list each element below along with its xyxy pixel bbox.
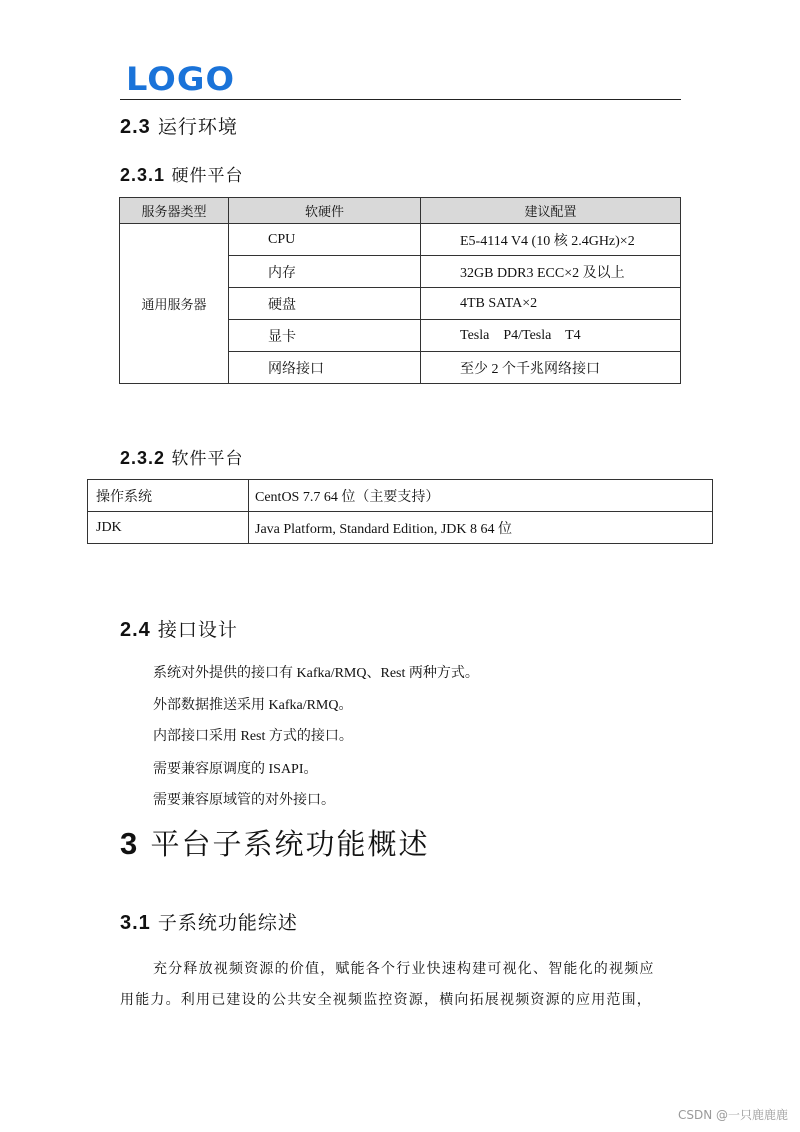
section-title: 硬件平台 (171, 166, 244, 186)
header-component: 软硬件 (229, 198, 421, 224)
table-row (88, 480, 713, 512)
hardware-table (119, 197, 681, 384)
logo: LOGO (126, 60, 236, 98)
section-number: 2.3 (120, 116, 151, 138)
watermark: CSDN @一只鹿鹿鹿 (677, 1108, 788, 1122)
component-cell: 硬盘 (229, 288, 421, 320)
header-recommended-config: 建议配置 (421, 198, 681, 224)
section-number: 2.4 (120, 619, 151, 641)
heading-2-3-1 (120, 161, 243, 186)
interface-line: 系统对外提供的接口有 Kafka/RMQ、Rest 两种方式。 (153, 666, 479, 681)
overview-paragraph-line: 用能力。利用已建设的公共安全视频监控资源，横向拓展视频资源的应用范围， (120, 993, 652, 1008)
spec-cell: Tesla P4/Tesla T4 (421, 320, 681, 352)
spec-cell: 32GB DDR3 ECC×2 及以上 (421, 256, 681, 288)
interface-line: 需要兼容原域管的对外接口。 (153, 793, 335, 808)
spec-cell: 4TB SATA×2 (421, 288, 681, 320)
heading-3 (120, 822, 429, 863)
component-cell: CPU (229, 224, 421, 256)
key-cell: 操作系统 (88, 480, 249, 512)
heading-2-3-2 (120, 444, 243, 469)
spec-cell: 至少 2 个千兆网络接口 (421, 352, 681, 384)
heading-2-3 (120, 112, 238, 139)
spec-cell: E5-4114 V4 (10 核 2.4GHz)×2 (421, 224, 681, 256)
section-number: 2.3.2 (120, 448, 166, 468)
section-number: 3.1 (120, 912, 151, 934)
table-header-row (120, 198, 681, 224)
component-cell: 显卡 (229, 320, 421, 352)
component-cell: 内存 (229, 256, 421, 288)
section-number: 2.3.1 (120, 165, 166, 185)
table-row (120, 224, 681, 256)
component-cell: 网络接口 (229, 352, 421, 384)
interface-line: 外部数据推送采用 Kafka/RMQ。 (153, 698, 353, 713)
heading-2-4 (120, 615, 238, 642)
interface-line: 内部接口采用 Rest 方式的接口。 (153, 729, 353, 744)
table-row (88, 512, 713, 544)
software-table (87, 479, 713, 544)
section-title: 运行环境 (157, 116, 238, 138)
section-title: 子系统功能综述 (157, 912, 298, 934)
header-server-type: 服务器类型 (120, 198, 229, 224)
value-cell: Java Platform, Standard Edition, JDK 8 64 位 (249, 512, 713, 544)
heading-3-1 (120, 908, 298, 935)
header-divider (120, 99, 681, 100)
value-cell: CentOS 7.7 64 位（主要支持） (249, 480, 713, 512)
key-cell: JDK (88, 512, 249, 544)
overview-paragraph-line: 充分释放视频资源的价值，赋能各个行业快速构建可视化、智能化的视频应 (153, 962, 655, 977)
section-title: 接口设计 (157, 619, 238, 641)
interface-line: 需要兼容原调度的 ISAPI。 (153, 762, 318, 777)
section-title: 平台子系统功能概述 (150, 827, 430, 861)
server-type-cell: 通用服务器 (120, 224, 229, 384)
section-title: 软件平台 (171, 449, 244, 469)
section-number: 3 (120, 826, 140, 861)
